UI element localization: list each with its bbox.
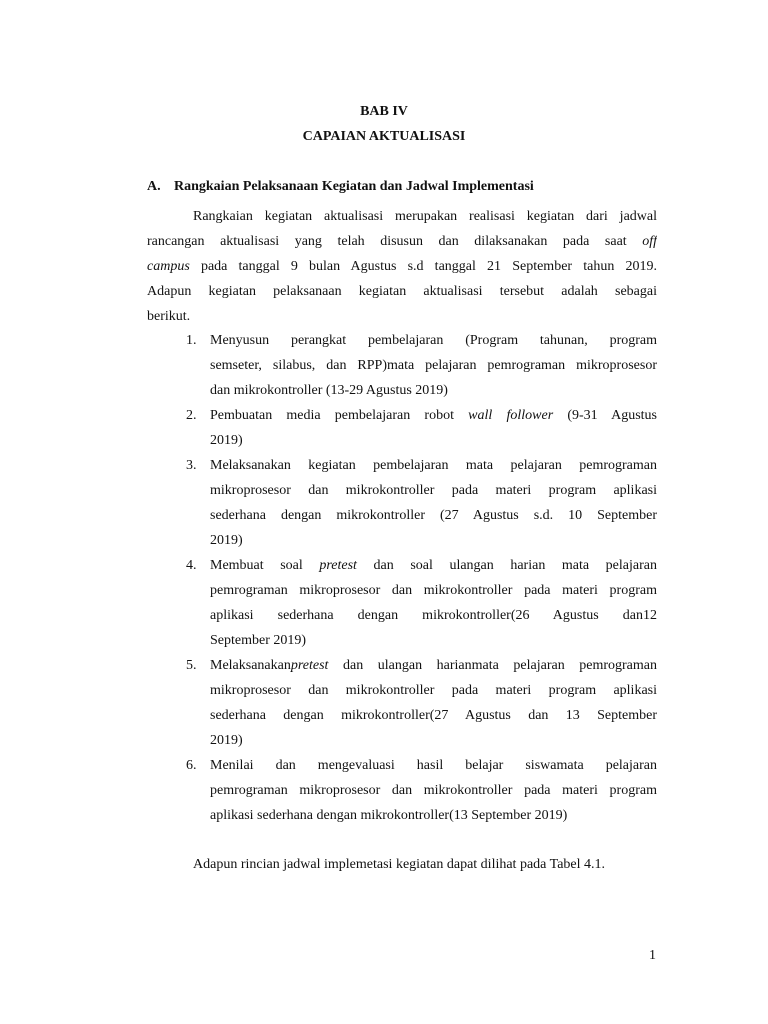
list-item (147, 403, 657, 453)
list-number: 5. (186, 658, 197, 673)
list-line: Melaksanakan kegiatan pembelajaran mata pelajaran pemrograman (210, 458, 657, 473)
list-item (147, 653, 657, 753)
list-line: dan mikrokontroller (13-29 Agustus 2019) (210, 383, 448, 398)
intro-line: rancangan aktualisasi yang telah disusun dan dilaksanakan pada saat off (147, 234, 657, 249)
list-item (147, 328, 657, 403)
closing-sentence: Adapun rincian jadwal implemetasi kegiatan dapat dilihat pada Tabel 4.1. (193, 857, 606, 872)
list-line: semseter, silabus, dan RPP)mata pelajaran pemrograman mikroprosesor (210, 358, 657, 373)
section-heading (147, 179, 534, 195)
list-line: Pembuatan media pembelajaran robot wall follower (9-31 Agustus (210, 408, 657, 423)
list-line: 2019) (210, 733, 243, 748)
list-line: 2019) (210, 433, 243, 448)
chapter-number: BAB IV (360, 104, 408, 119)
list-line: pemrograman mikroprosesor dan mikrokontroller pada materi program (210, 583, 657, 598)
activity-list (147, 328, 657, 828)
list-item (147, 753, 657, 828)
list-number: 1. (186, 333, 197, 348)
section-letter: A. (147, 179, 161, 194)
list-line: aplikasi sederhana dengan mikrokontroller(26 Agustus dan12 (210, 608, 657, 623)
list-line: pemrograman mikroprosesor dan mikrokontroller pada materi program (210, 783, 657, 798)
list-line: 2019) (210, 533, 243, 548)
intro-line: Rangkaian kegiatan aktualisasi merupakan realisasi kegiatan dari jadwal (193, 209, 657, 224)
section-title: Rangkaian Pelaksanaan Kegiatan dan Jadwal Implementasi (174, 179, 534, 194)
page-number: 1 (649, 948, 656, 963)
intro-line: berikut. (147, 309, 191, 324)
chapter-title: CAPAIAN AKTUALISASI (302, 129, 466, 144)
list-line: sederhana dengan mikrokontroller(27 Agustus dan 13 September (210, 708, 657, 723)
list-number: 3. (186, 458, 197, 473)
list-line: Membuat soal pretest dan soal ulangan harian mata pelajaran (210, 558, 657, 573)
list-line: sederhana dengan mikrokontroller (27 Agustus s.d. 10 September (210, 508, 657, 523)
list-line: Menilai dan mengevaluasi hasil belajar siswamata pelajaran (210, 758, 657, 773)
list-item (147, 453, 657, 553)
list-line: Menyusun perangkat pembelajaran (Program tahunan, program (210, 333, 657, 348)
intro-line: Adapun kegiatan pelaksanaan kegiatan aktualisasi tersebut adalah sebagai (147, 284, 657, 299)
list-line: September 2019) (210, 633, 307, 648)
list-item (147, 553, 657, 653)
intro-paragraph (147, 204, 657, 329)
list-line: mikroprosesor dan mikrokontroller pada materi program aplikasi (210, 683, 657, 698)
list-number: 4. (186, 558, 197, 573)
intro-line: campus pada tanggal 9 bulan Agustus s.d tanggal 21 September tahun 2019. (147, 259, 657, 274)
list-line: Melaksanakanpretest dan ulangan harianmata pelajaran pemrograman (210, 658, 657, 673)
list-line: mikroprosesor dan mikrokontroller pada materi program aplikasi (210, 483, 657, 498)
list-line: aplikasi sederhana dengan mikrokontroller(13 September 2019) (210, 808, 568, 823)
list-number: 2. (186, 408, 197, 423)
list-number: 6. (186, 758, 197, 773)
